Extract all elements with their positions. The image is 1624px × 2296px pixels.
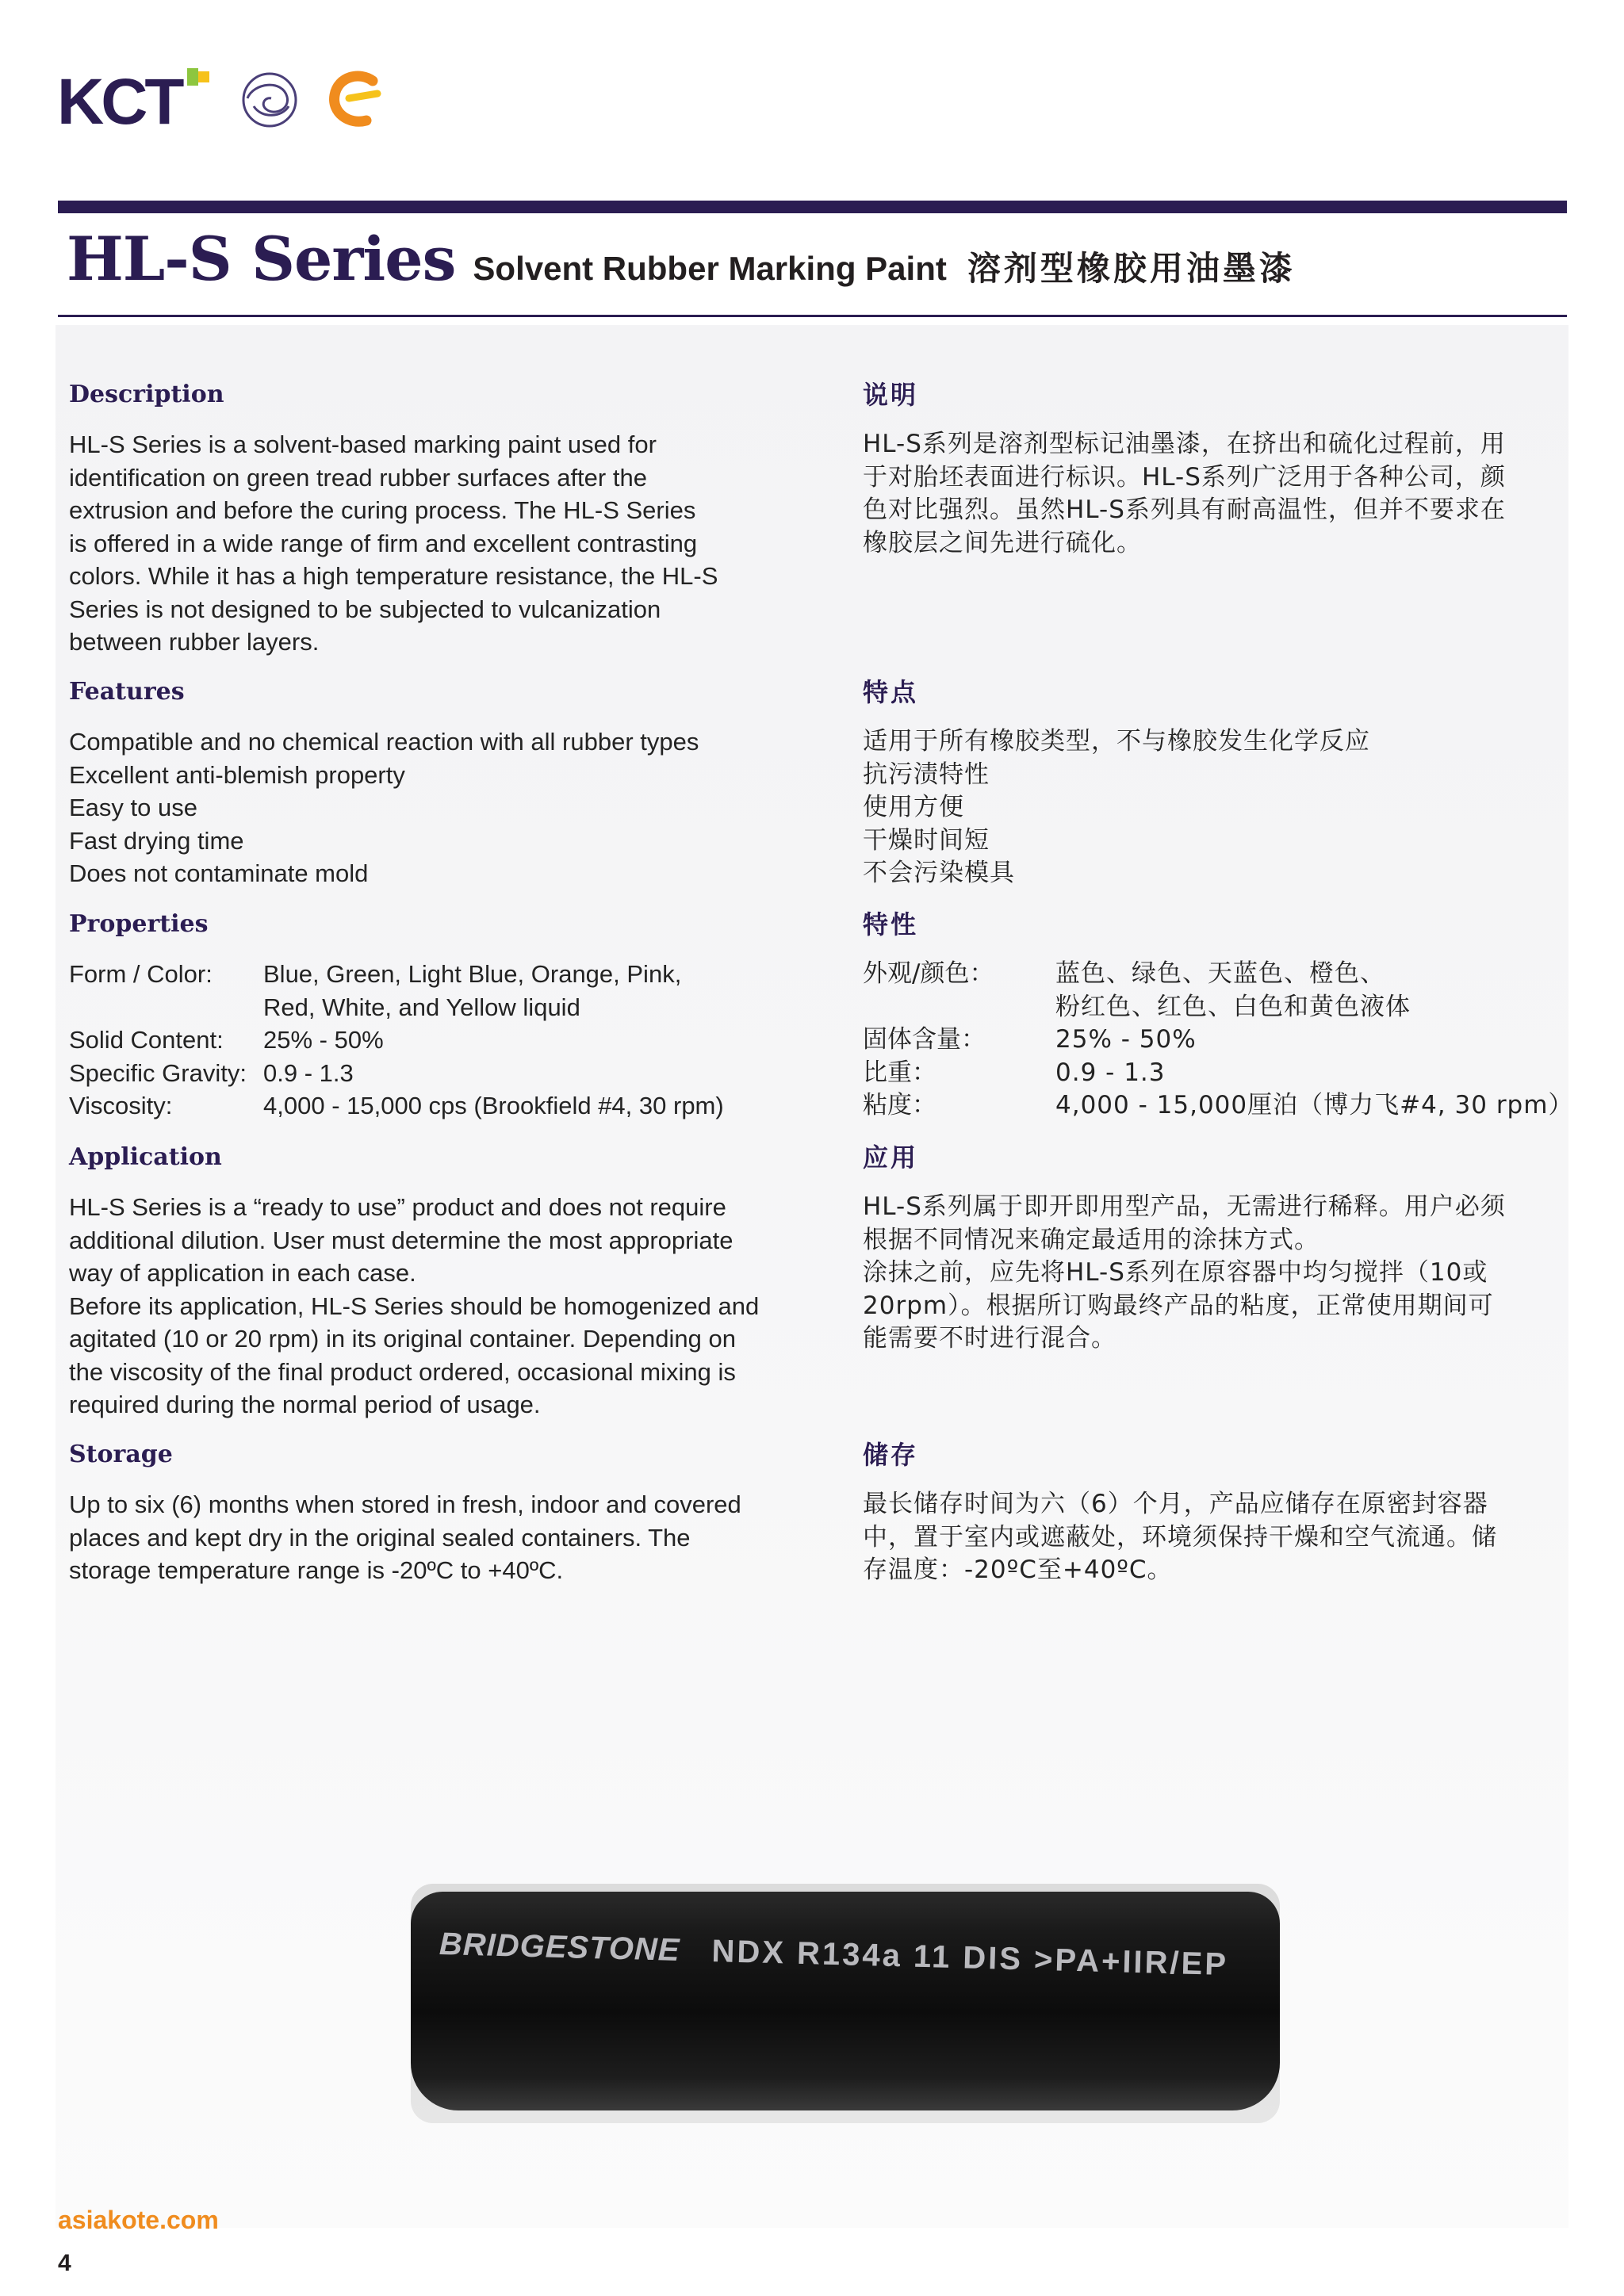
list-item: Does not contaminate mold: [69, 859, 369, 887]
properties-section: [69, 909, 799, 1123]
storage-cn-text: 最长储存时间为六（6）个月，产品应储存在原密封容器 中，置于室内或遮蔽处，环境须保持干燥和空气流通。储 存温度：-20ºC至+40ºC。: [863, 1490, 1497, 1584]
header-bar: [58, 201, 1567, 213]
storage-cn-heading: 储存: [863, 1440, 919, 1470]
description-cn-text: HL-S系列是溶剂型标记油墨漆，在挤出和硫化过程前，用 于对胎坯表面进行标识。HL-S系列广泛用于各种公司，颜 色对比强烈。虽然HL-S系列具有耐高温性，但并不要求在 橡胶层之间先进行硫化。: [863, 430, 1506, 557]
storage-heading: Storage: [69, 1441, 173, 1468]
properties-cn-heading: 特性: [863, 909, 919, 939]
description-text: HL-S Series is a solvent-based marking paint used for identification on green tread rubber surfaces after the extrusion and before the curing process. The HL-S Series is offered in a wide range of firm and excellent contrasting colors. While it has a high temperature resistance, the HL-S Series is not designed to be subjected to vulcanization between rubber layers.: [69, 430, 718, 656]
properties-table: [69, 958, 799, 1123]
description-cn-section: [863, 379, 1561, 560]
list-item: Easy to use: [69, 794, 197, 821]
features-heading: Features: [69, 678, 185, 706]
properties-cn-table: [863, 958, 1574, 1123]
description-section: [69, 379, 799, 659]
series-name: HL-S Series: [67, 224, 456, 294]
table-row: 比重： 0.9 - 1.3: [863, 1058, 1166, 1087]
application-text: HL-S Series is a “ready to use” product and does not require additional dilution. User must determine the most appropriate way of application in each case. Before its application, HL-S Series should be homogenized and agitated (10 or 20 rpm) in its original container. Depending on the viscosity of the final product ordered, occasional mixing is required during the normal period of usage.: [69, 1193, 760, 1418]
list-item: 使用方便: [863, 793, 964, 821]
properties-heading: Properties: [69, 910, 209, 938]
svg-text:KCT: KCT: [57, 66, 182, 135]
application-cn-heading: 应用: [863, 1142, 919, 1173]
list-item: Compatible and no chemical reaction with all rubber types: [69, 728, 699, 756]
page-number: 4: [58, 2250, 71, 2276]
page-title: [67, 224, 1296, 303]
list-item: 抗污渍特性: [863, 760, 990, 789]
features-cn-heading: 特点: [863, 677, 919, 707]
table-row: Solid Content: 25% - 50%: [69, 1026, 384, 1054]
hose-print-text: NDX R134a 11 DIS >PA+IIR/EP: [710, 1934, 1229, 1983]
storage-section: [69, 1439, 799, 1587]
table-row: Viscosity: 4,000 - 15,000 cps (Brookfield #4, 30 rpm): [69, 1092, 724, 1119]
list-item: Excellent anti-blemish property: [69, 760, 405, 789]
application-heading: Application: [69, 1143, 222, 1171]
application-cn-section: [863, 1142, 1561, 1356]
hose-marking: [439, 1927, 1228, 1983]
subtitle-cn: 溶剂型橡胶用油墨漆: [967, 249, 1296, 288]
properties-cn-section: [863, 909, 1574, 1123]
subtitle-en: Solvent Rubber Marking Paint: [473, 250, 947, 287]
description-heading: Description: [69, 381, 224, 408]
table-row: Specific Gravity: 0.9 - 1.3: [69, 1058, 354, 1087]
list-item: 不会污染模具: [863, 859, 1015, 887]
table-row: 粉红色、红色、白色和黄色液体: [1055, 992, 1411, 1021]
table-row: 外观/颜色： 蓝色、绿色、天蓝色、橙色、: [863, 959, 1385, 988]
product-photo: [411, 1884, 1280, 2123]
footer-website[interactable]: asiakote.com: [58, 2206, 219, 2234]
application-cn-text: HL-S系列属于即开即用型产品，无需进行稀释。用户必须 根据不同情况来确定最适用的涂抹方式。 涂抹之前，应先将HL-S系列在原容器中均匀搅拌（10或 20rpm）。根据所订购最终产品的粘度，正常使用期间可 能需要不时进行混合。: [863, 1192, 1506, 1353]
table-row: Red, White, and Yellow liquid: [263, 993, 580, 1021]
swirl-logo-icon: [238, 68, 301, 136]
application-section: [69, 1142, 799, 1422]
c-logo-icon: [325, 67, 389, 134]
features-cn-list: [863, 725, 1561, 890]
list-item: 适用于所有橡胶类型，不与橡胶发生化学反应: [863, 727, 1370, 756]
kct-logo-icon: [57, 63, 216, 139]
list-item: Fast drying time: [69, 826, 244, 855]
rubber-hose-image: [411, 1892, 1280, 2110]
storage-cn-section: [863, 1439, 1561, 1587]
description-cn-heading: 说明: [863, 380, 919, 410]
table-row: Form / Color: Blue, Green, Light Blue, Orange, Pink,: [69, 960, 682, 988]
list-item: 干燥时间短: [863, 825, 990, 855]
table-row: 粘度： 4,000 - 15,000厘泊（博力飞#4, 30 rpm）: [863, 1091, 1574, 1119]
storage-text: Up to six (6) months when stored in fresh, indoor and covered places and kept dry in the original sealed containers. The storage temperature range is -20ºC to +40ºC.: [69, 1490, 741, 1584]
table-row: 固体含量： 25% - 50%: [863, 1025, 1197, 1054]
hose-brand-print: BRIDGESTONE: [439, 1927, 681, 1968]
title-divider: [58, 315, 1567, 317]
features-section: [69, 676, 799, 890]
features-cn-section: [863, 676, 1561, 890]
features-list: [69, 725, 799, 890]
